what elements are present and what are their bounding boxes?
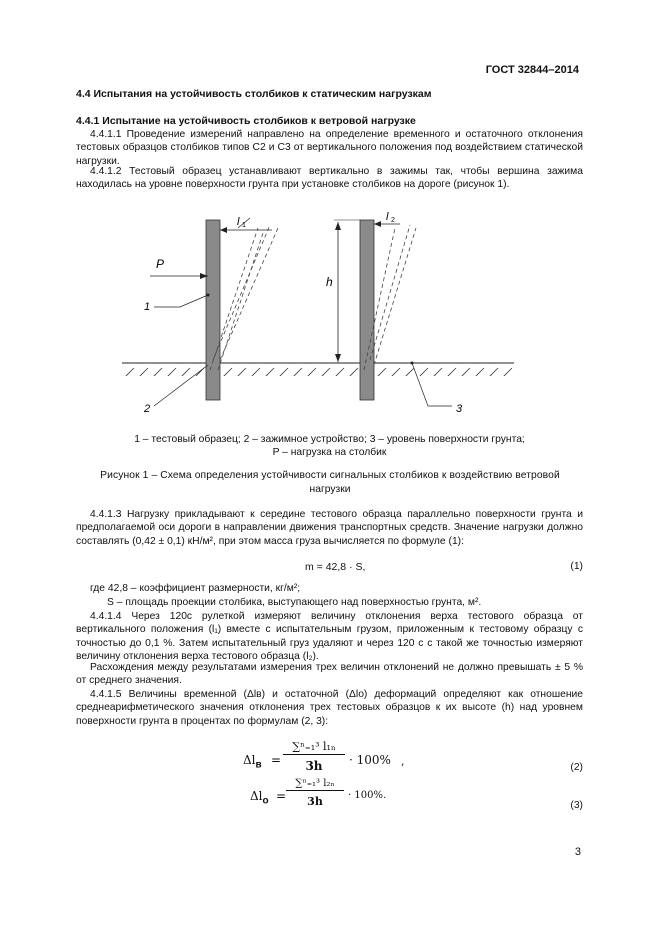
- label-l2-sub: 2: [391, 217, 395, 224]
- paragraph-4-4-1-5: 4.4.1.5 Величины временной (Δlв) и остаточной (Δlо) деформаций определяют как отношение среднеарифметического значения отклонения трех тестовых образцов к их высоте (h) над уровнем поверхности грунта в процентах по формулам (2, 3):: [76, 689, 583, 727]
- post-right: [360, 220, 374, 400]
- formula-2-tail: · 100%: [349, 753, 391, 767]
- paragraph-4-4-1-4: 4.4.1.4 Через 120с рулеткой измеряют величину отклонения верха тестового образца от вертикального положения (l₁) вместе с испытательным грузом, приложенным к тестовому образцу с точностью до 0,1 %. Затем испытательный груз удаляют и через 120 с с такой же точностью измеряют величину отклонения верха тестового образца (l₂).: [76, 611, 583, 663]
- formula-3-tail: · 100%.: [348, 790, 387, 801]
- label-l2: l: [386, 211, 389, 223]
- where-line-1: где 42,8 – коэффициент размерности, кг/м²;: [90, 583, 301, 594]
- subsection-title: 4.4.1 Испытание на устойчивость столбиков к ветровой нагрузке: [76, 115, 416, 127]
- formula-2-numerator: ∑ⁿ₌₁³ l₁ₙ: [283, 740, 345, 755]
- where-line-2: S – площадь проекции столбика, выступающего над поверхностью грунта, м².: [107, 597, 482, 608]
- label-l1: l: [237, 216, 240, 228]
- label-h: h: [326, 275, 333, 289]
- formula-3-lhs: Δl: [250, 789, 263, 803]
- figure-legend: [76, 433, 583, 459]
- figure-1-diagram: [110, 210, 530, 415]
- paragraph-discrepancy: Расхождения между результатами измерения трех величин отклонений не должно превышать ± 5 % от среднего значения.: [76, 662, 583, 687]
- formula-2: $\Delta l_в$ = ∑ⁿ₌₁³ l₁ₙ 3h · 100% ,: [243, 740, 405, 773]
- formula-2-lhs: Δl: [243, 753, 256, 767]
- legend-line-1: 1 – тестовый образец; 2 – зажимное устройство; 3 – уровень поверхности грунта;: [134, 434, 525, 445]
- formula-3-numerator: ∑ⁿ₌₁³ l₂ₙ: [286, 778, 344, 791]
- caption-line-2: нагрузки: [309, 484, 351, 495]
- formula-3-number: (3): [570, 800, 583, 811]
- formula-3-denominator: 3h: [307, 795, 323, 808]
- callout-1: 1: [144, 301, 151, 313]
- gost-header: ГОСТ 32844–2014: [485, 64, 579, 76]
- formula-2-lhs-sub: в: [255, 759, 262, 771]
- callout-3: 3: [456, 403, 463, 415]
- formula-1: m = 42,8 · S,: [305, 561, 366, 573]
- formula-2-denominator: 3h: [305, 759, 323, 773]
- paragraph-4-4-1-1: 4.4.1.1 Проведение измерений направлено на определение временного и остаточного отклонения тестовых образцов столбиков типов С2 и С3 от вертикального положения под воздействием статической нагрузки.: [76, 129, 583, 167]
- label-l1-sub: 1: [242, 222, 246, 229]
- callout-2: 2: [144, 403, 151, 415]
- label-P: P: [156, 257, 165, 271]
- section-title: 4.4 Испытания на устойчивость столбиков к статическим нагрузкам: [76, 88, 432, 100]
- figure-caption: [60, 469, 600, 497]
- formula-3: $\Delta l_о$ = ∑ⁿ₌₁³ l₂ₙ 3h · 100%.: [250, 778, 387, 808]
- legend-line-2: P – нагрузка на столбик: [272, 447, 387, 458]
- formula-2-comma: ,: [401, 755, 405, 768]
- post-left: [206, 220, 220, 400]
- formula-3-lhs-sub: о: [262, 795, 269, 807]
- formula-1-number: (1): [570, 561, 583, 572]
- caption-line-1: Рисунок 1 – Схема определения устойчивости сигнальных столбиков к воздействию ветровой: [100, 470, 560, 481]
- formula-2-number: (2): [570, 762, 583, 773]
- paragraph-4-4-1-3: 4.4.1.3 Нагрузку прикладывают к середине тестового образца параллельно поверхности грунта и предполагаемой оси дороги в направлении движения транспортных средств. Значение нагрузки должно составлять (0,42 ± 0,1) кН/м², при этом масса груза вычисляется по формуле (1):: [76, 509, 583, 547]
- page-number: 3: [574, 846, 581, 858]
- ground-hatch: [122, 364, 514, 376]
- paragraph-4-4-1-2: 4.4.1.2 Тестовый образец устанавливают вертикально в зажимы так, чтобы вершина зажима находилась на уровне поверхности грунта при установке столбиков на дороге (рисунок 1).: [76, 166, 583, 191]
